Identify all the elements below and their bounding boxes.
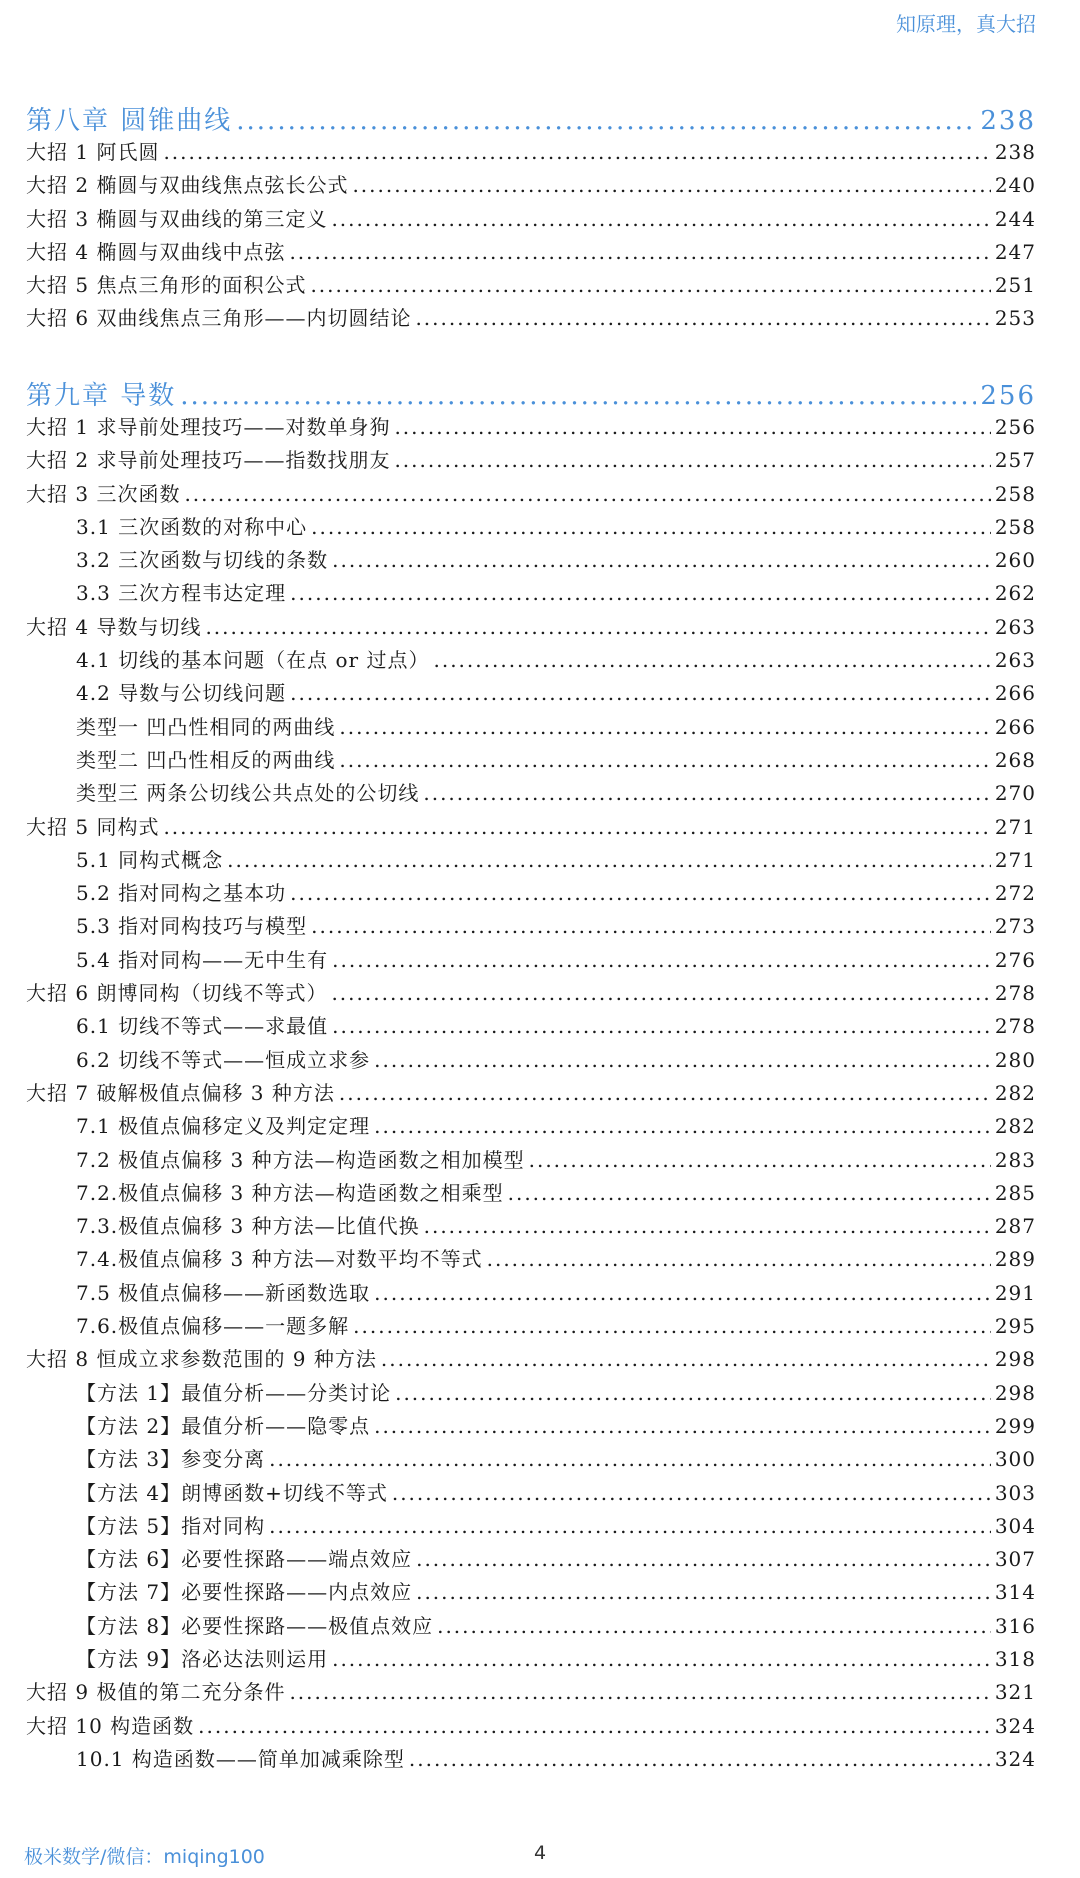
leader-dots [236, 106, 976, 136]
chapter-page-number: 238 [980, 106, 1036, 136]
toc-entry[interactable] [26, 1710, 1036, 1743]
toc-entry[interactable] [26, 1010, 1036, 1043]
toc-entry[interactable] [26, 777, 1036, 810]
chapter-page-number: 256 [980, 381, 1036, 411]
toc-entry-label: 【方法 6】必要性探路——端点效应 [76, 1547, 413, 1572]
toc-entry-page-number: 262 [994, 581, 1036, 606]
toc-entry[interactable] [26, 1243, 1036, 1276]
toc-entry-label: 3.3 三次方程韦达定理 [76, 581, 287, 606]
leader-dots [374, 1114, 991, 1138]
toc-entry-page-number: 268 [994, 747, 1036, 772]
chapter-title: 第八章 圆锥曲线 [26, 106, 233, 136]
leader-dots [529, 1148, 991, 1172]
toc-entry-page-number: 289 [994, 1247, 1036, 1272]
toc-entry-page-number: 257 [994, 448, 1036, 473]
toc-entry-page-number: 271 [994, 814, 1036, 839]
toc-entry[interactable] [26, 711, 1036, 744]
toc-entries [26, 411, 1036, 1776]
toc-entry-label: 大招 2 求导前处理技巧——指数找朋友 [26, 448, 391, 473]
toc-entry-label: 大招 2 椭圆与双曲线焦点弦长公式 [26, 173, 349, 198]
toc-entry-page-number: 260 [994, 548, 1036, 573]
toc-entry[interactable] [26, 1477, 1036, 1510]
leader-dots [332, 948, 991, 972]
chapter-title: 第九章 导数 [26, 381, 177, 411]
toc-entry-page-number: 300 [994, 1447, 1036, 1472]
toc-entry-page-number: 251 [994, 273, 1036, 298]
toc-entry[interactable] [26, 1077, 1036, 1110]
toc-entry[interactable] [26, 944, 1036, 977]
toc-chapter-8 [26, 100, 1036, 336]
toc-entry-label: 3.2 三次函数与切线的条数 [76, 548, 329, 573]
toc-entry-label: 大招 6 朗博同构（切线不等式） [26, 981, 328, 1006]
toc-entry-label: 大招 8 恒成立求参数范围的 9 种方法 [26, 1347, 377, 1372]
leader-dots [416, 1547, 991, 1571]
leader-dots [331, 981, 990, 1005]
toc-entry[interactable] [26, 677, 1036, 710]
chapter-heading[interactable] [26, 375, 1036, 411]
toc-entry-label: 【方法 7】必要性探路——内点效应 [76, 1580, 413, 1605]
toc-entry[interactable] [26, 1144, 1036, 1177]
toc-entry-label: 3.1 三次函数的对称中心 [76, 514, 308, 539]
toc-entry[interactable] [26, 1510, 1036, 1543]
leader-dots [289, 240, 990, 264]
toc-entry-label: 大招 4 椭圆与双曲线中点弦 [26, 239, 286, 264]
toc-entry-label: 类型三 两条公切线公共点处的公切线 [76, 781, 420, 806]
footer-page-number: 4 [533, 1842, 547, 1864]
toc-entry[interactable] [26, 1543, 1036, 1576]
toc-entry-page-number: 299 [994, 1413, 1036, 1438]
toc-entry-label: 【方法 4】朗博函数+切线不等式 [76, 1480, 388, 1505]
leader-dots [394, 448, 990, 472]
toc-entry-page-number: 314 [994, 1580, 1036, 1605]
toc-entry-page-number: 247 [994, 239, 1036, 264]
toc-entry[interactable] [26, 1110, 1036, 1143]
toc-entry-label: 7.2 极值点偏移 3 种方法—构造函数之相加模型 [76, 1147, 525, 1172]
leader-dots [331, 207, 990, 231]
toc-entry-label: 5.3 指对同构技巧与模型 [76, 914, 308, 939]
toc-entry-label: 7.2.极值点偏移 3 种方法—构造函数之相乘型 [76, 1180, 504, 1205]
leader-dots [163, 815, 990, 839]
toc-entry-page-number: 285 [994, 1180, 1036, 1205]
leader-dots [339, 748, 990, 772]
leader-dots [423, 781, 990, 805]
leader-dots [381, 1347, 991, 1371]
toc-entry[interactable] [26, 1610, 1036, 1643]
leader-dots [374, 1281, 991, 1305]
toc-entry[interactable] [26, 744, 1036, 777]
toc-entry[interactable] [26, 1576, 1036, 1609]
toc-entry[interactable] [26, 1443, 1036, 1476]
toc-entry-label: 5.2 指对同构之基本功 [76, 881, 287, 906]
toc-entry-page-number: 276 [994, 947, 1036, 972]
toc-entry[interactable] [26, 1377, 1036, 1410]
toc-entry[interactable] [26, 1310, 1036, 1343]
toc-entry-label: 【方法 5】指对同构 [76, 1513, 266, 1538]
toc-entry-page-number: 321 [994, 1680, 1036, 1705]
toc-entry-page-number: 283 [994, 1147, 1036, 1172]
toc-entries [26, 136, 1036, 336]
toc-entry-label: 7.1 极值点偏移定义及判定定理 [76, 1114, 371, 1139]
toc-entry-label: 大招 1 阿氏圆 [26, 140, 160, 164]
toc-entry-label: 【方法 8】必要性探路——极值点效应 [76, 1613, 434, 1638]
toc-entry[interactable] [26, 136, 1036, 169]
toc-entry-page-number: 256 [994, 415, 1036, 439]
toc-entry-page-number: 244 [994, 206, 1036, 231]
leader-dots [290, 681, 991, 705]
toc-entry[interactable] [26, 1743, 1036, 1776]
toc-entry-page-number: 266 [994, 714, 1036, 739]
toc-entry[interactable] [26, 478, 1036, 511]
toc-entry-page-number: 258 [994, 481, 1036, 506]
toc-entry[interactable] [26, 1210, 1036, 1243]
leader-dots [353, 1314, 991, 1338]
toc-entry-page-number: 271 [994, 847, 1036, 872]
toc-entry-page-number: 272 [994, 881, 1036, 906]
toc-entry[interactable] [26, 611, 1036, 644]
toc-entry-page-number: 304 [994, 1513, 1036, 1538]
toc-entry[interactable] [26, 844, 1036, 877]
leader-dots [311, 515, 991, 539]
toc-entry-page-number: 287 [994, 1214, 1036, 1239]
toc-entry[interactable] [26, 411, 1036, 444]
toc-entry-page-number: 324 [994, 1746, 1036, 1771]
leader-dots [290, 881, 991, 905]
toc-entry-label: 大招 4 导数与切线 [26, 614, 202, 639]
toc-entry-page-number: 318 [994, 1646, 1036, 1671]
toc-entry-label: 大招 6 双曲线焦点三角形——内切圆结论 [26, 306, 412, 331]
leader-dots [184, 482, 990, 506]
leader-dots [352, 173, 990, 197]
toc-entry[interactable] [26, 1277, 1036, 1310]
toc-entry-label: 类型一 凹凸性相同的两曲线 [76, 714, 336, 739]
toc-entry-page-number: 263 [994, 614, 1036, 639]
toc-entry-label: 大招 5 同构式 [26, 814, 160, 839]
toc-entry-page-number: 263 [994, 648, 1036, 673]
leader-dots [339, 1081, 991, 1105]
leader-dots [332, 1647, 991, 1671]
toc-entry[interactable] [26, 511, 1036, 544]
toc-entry[interactable] [26, 544, 1036, 577]
toc-entry[interactable] [26, 269, 1036, 302]
leader-dots [409, 1747, 991, 1771]
toc-entry-label: 大招 3 三次函数 [26, 481, 181, 506]
toc-entry-page-number: 282 [994, 1080, 1036, 1105]
leader-dots [289, 1680, 990, 1704]
toc-entry-label: 7.5 极值点偏移——新函数选取 [76, 1280, 371, 1305]
toc-entry-label: 【方法 3】参变分离 [76, 1447, 266, 1472]
toc-entry-page-number: 316 [994, 1613, 1036, 1638]
toc-entry-page-number: 258 [994, 514, 1036, 539]
leader-dots [163, 140, 990, 164]
toc-entry[interactable] [26, 302, 1036, 335]
toc-chapter-9 [26, 375, 1036, 1776]
leader-dots [310, 273, 990, 297]
toc-entry-label: 大招 3 椭圆与双曲线的第三定义 [26, 206, 328, 231]
toc-entry-label: 6.1 切线不等式——求最值 [76, 1014, 329, 1039]
toc-entry-label: 大招 7 破解极值点偏移 3 种方法 [26, 1080, 335, 1105]
leader-dots [198, 1714, 991, 1738]
toc-entry[interactable] [26, 203, 1036, 236]
leader-dots [416, 1580, 991, 1604]
toc-entry[interactable] [26, 811, 1036, 844]
leader-dots [269, 1514, 991, 1538]
leader-dots [394, 415, 990, 439]
toc-entry-label: 【方法 2】最值分析——隐零点 [76, 1413, 371, 1438]
leader-dots [205, 615, 990, 639]
leader-dots [269, 1447, 991, 1471]
leader-dots [508, 1181, 991, 1205]
toc-entry[interactable] [26, 1343, 1036, 1376]
chapter-heading[interactable] [26, 100, 1036, 136]
toc-entry-page-number: 238 [994, 140, 1036, 164]
toc-entry-page-number: 282 [994, 1114, 1036, 1139]
leader-dots [415, 306, 990, 330]
leader-dots [227, 848, 991, 872]
footer-source: 极米数学/微信：miqing100 [24, 1846, 265, 1868]
toc-entry-label: 大招 9 极值的第二充分条件 [26, 1680, 286, 1705]
toc-entry-page-number: 295 [994, 1314, 1036, 1339]
leader-dots [332, 548, 991, 572]
toc-entry-label: 7.4.极值点偏移 3 种方法—对数平均不等式 [76, 1247, 483, 1272]
leader-dots [374, 1048, 991, 1072]
leader-dots [433, 648, 990, 672]
leader-dots [180, 381, 976, 411]
toc-entry-label: 7.3.极值点偏移 3 种方法—比值代换 [76, 1214, 420, 1239]
leader-dots [339, 715, 990, 739]
leader-dots [437, 1614, 991, 1638]
toc-entry[interactable] [26, 1410, 1036, 1443]
toc-entry-label: 大招 1 求导前处理技巧——对数单身狗 [26, 415, 391, 439]
leader-dots [290, 581, 991, 605]
header-slogan: 知原理，真大招 [896, 12, 1036, 36]
toc-entry[interactable] [26, 877, 1036, 910]
toc-entry-label: 4.2 导数与公切线问题 [76, 681, 287, 706]
toc-entry[interactable] [26, 444, 1036, 477]
toc-entry[interactable] [26, 1676, 1036, 1709]
leader-dots [487, 1247, 991, 1271]
toc-entry-page-number: 240 [994, 173, 1036, 198]
toc-entry-page-number: 270 [994, 781, 1036, 806]
toc-entry-page-number: 266 [994, 681, 1036, 706]
toc-entry-label: 类型二 凹凸性相反的两曲线 [76, 747, 336, 772]
toc-entry[interactable] [26, 1643, 1036, 1676]
toc-entry-page-number: 303 [994, 1480, 1036, 1505]
toc-entry-page-number: 324 [994, 1713, 1036, 1738]
toc-entry[interactable] [26, 1177, 1036, 1210]
toc-entry-page-number: 253 [994, 306, 1036, 331]
leader-dots [332, 1014, 991, 1038]
leader-dots [374, 1414, 991, 1438]
toc-entry-label: 【方法 1】最值分析——分类讨论 [76, 1380, 392, 1405]
toc-entry-page-number: 307 [994, 1547, 1036, 1572]
toc-entry[interactable] [26, 577, 1036, 610]
toc-entry-page-number: 298 [994, 1380, 1036, 1405]
toc-entry-label: 10.1 构造函数——简单加减乘除型 [76, 1746, 405, 1771]
toc-entry-label: 7.6.极值点偏移——一题多解 [76, 1314, 350, 1339]
toc-entry-label: 5.1 同构式概念 [76, 847, 224, 872]
leader-dots [311, 914, 991, 938]
toc-entry-page-number: 280 [994, 1047, 1036, 1072]
toc-entry[interactable] [26, 644, 1036, 677]
toc-entry[interactable] [26, 169, 1036, 202]
leader-dots [424, 1214, 991, 1238]
toc-entry-page-number: 278 [994, 1014, 1036, 1039]
toc-entry[interactable] [26, 977, 1036, 1010]
toc-entry[interactable] [26, 910, 1036, 943]
toc-entry-label: 大招 10 构造函数 [26, 1713, 195, 1738]
toc-entry-label: 6.2 切线不等式——恒成立求参 [76, 1047, 371, 1072]
toc-entry-page-number: 278 [994, 981, 1036, 1006]
leader-dots [395, 1381, 991, 1405]
toc-entry-page-number: 273 [994, 914, 1036, 939]
leader-dots [392, 1481, 991, 1505]
toc-entry-page-number: 291 [994, 1280, 1036, 1305]
toc-entry-label: 大招 5 焦点三角形的面积公式 [26, 273, 307, 298]
toc-entry[interactable] [26, 236, 1036, 269]
toc-entry[interactable] [26, 1044, 1036, 1077]
toc-entry-page-number: 298 [994, 1347, 1036, 1372]
toc-entry-label: 5.4 指对同构——无中生有 [76, 947, 329, 972]
toc-entry-label: 4.1 切线的基本问题（在点 or 过点） [76, 648, 430, 673]
toc-entry-label: 【方法 9】洛必达法则运用 [76, 1646, 329, 1671]
